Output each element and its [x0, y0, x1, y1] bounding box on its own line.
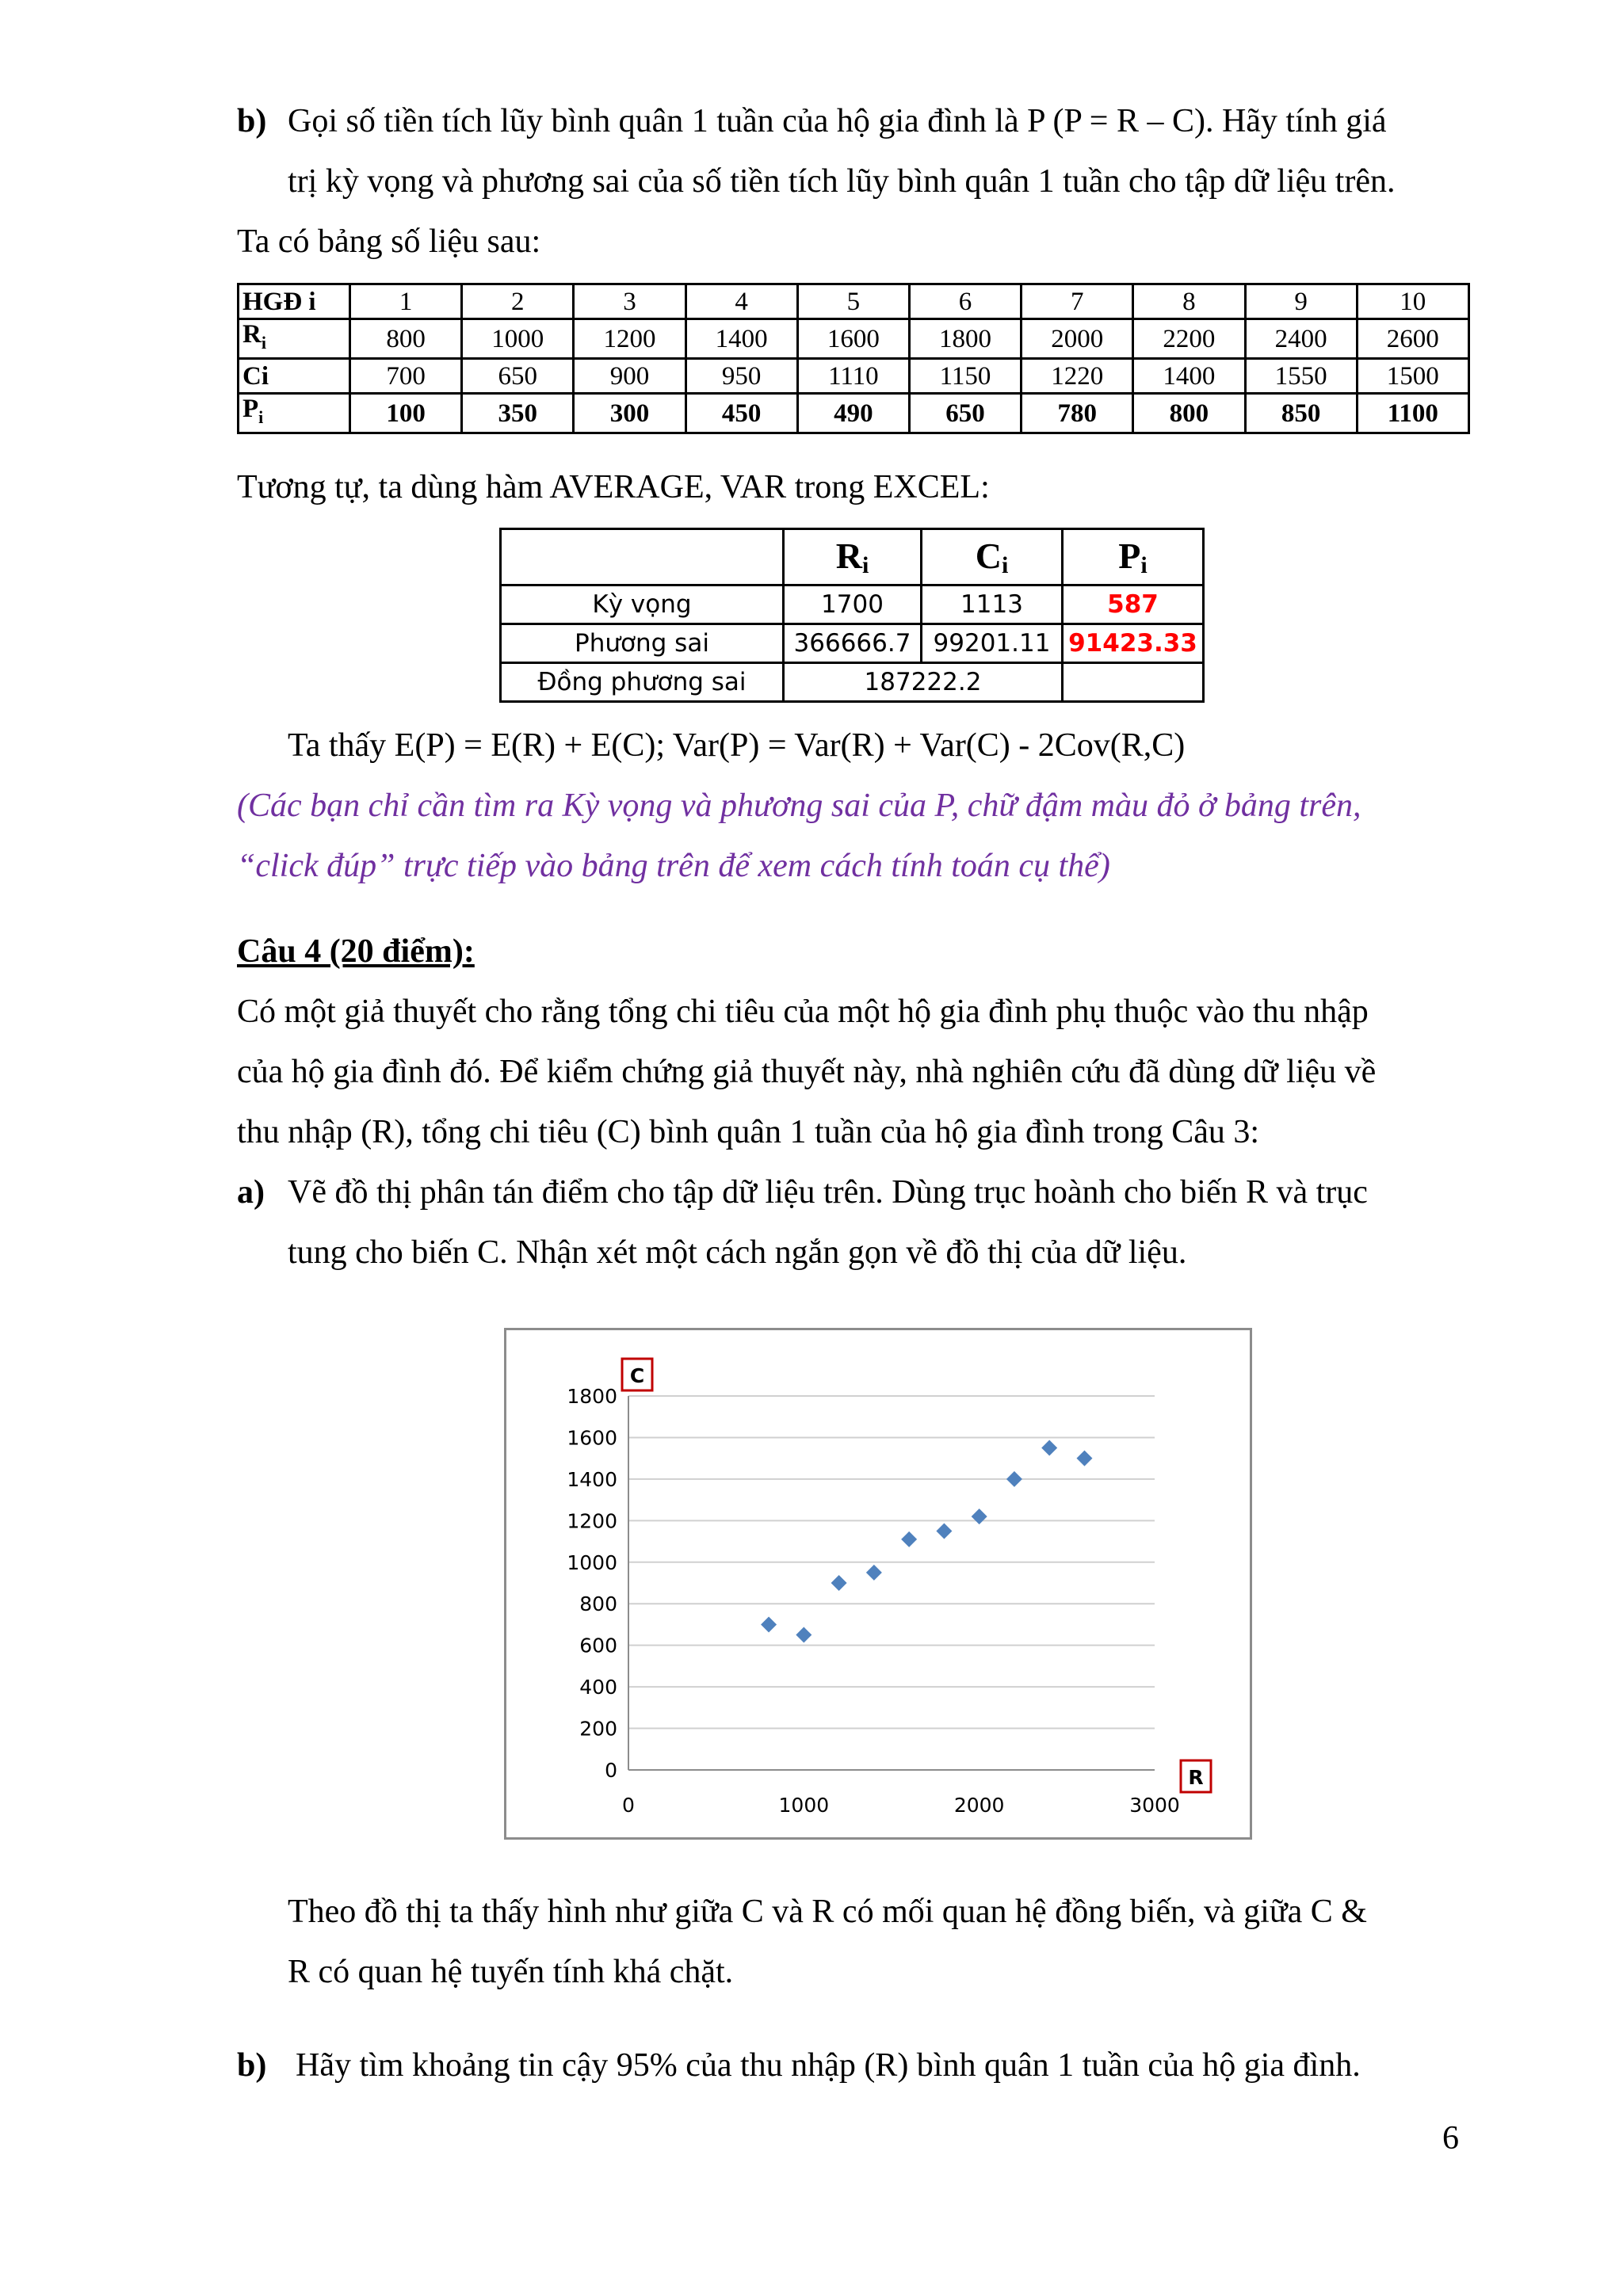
excel-header-row: [501, 529, 1204, 585]
part-b-line2: trị kỳ vọng và phương sai của số tiền tích lũy bình quân 1 tuần cho tập dữ liệu trên.: [288, 163, 1396, 200]
y-tick-label: 1400: [567, 1467, 617, 1491]
cell: 1100: [1357, 394, 1468, 433]
excel-cell-highlight: 91423.33: [1063, 624, 1204, 663]
part-b-label: b): [237, 103, 267, 139]
table-intro: Ta có bảng số liệu sau:: [237, 223, 541, 260]
excel-row-label: Phương sai: [501, 624, 784, 663]
excel-cell-highlight: 587: [1063, 585, 1204, 624]
row-r: [239, 319, 1469, 359]
cell: 780: [1022, 394, 1133, 433]
cell: 1: [350, 284, 462, 319]
cell: 2000: [1022, 319, 1133, 359]
cell: 9: [1245, 284, 1357, 319]
scatter-chart: [504, 1328, 1252, 1840]
excel-header-r: Ri: [784, 529, 922, 585]
excel-cell: 1113: [922, 585, 1063, 624]
data-point: [972, 1508, 987, 1524]
cell: 1110: [797, 359, 909, 394]
cell: 800: [350, 319, 462, 359]
note-line2: “click đúp” trực tiếp vào bảng trên để xem cách tính toán cụ thể): [237, 848, 1110, 884]
data-point: [831, 1575, 847, 1591]
excel-cell: 99201.11: [922, 624, 1063, 663]
q4-line1: Có một giả thuyết cho rằng tổng chi tiêu của một hộ gia đình phụ thuộc vào thu nhập: [237, 994, 1369, 1030]
row-label-p: $P_i$: [239, 394, 350, 433]
cell: 1220: [1022, 359, 1133, 394]
data-point: [796, 1627, 812, 1643]
data-point: [1041, 1440, 1057, 1456]
cell: 650: [462, 359, 574, 394]
part-b2-label: b): [237, 2047, 267, 2084]
conclusion-line1: Theo đồ thị ta thấy hình như giữa C và R có mối quan hệ đồng biến, và giữa C &: [288, 1894, 1367, 1930]
cell: 1500: [1357, 359, 1468, 394]
cell: 450: [685, 394, 797, 433]
cell: 1150: [909, 359, 1021, 394]
scatter-chart-svg: [506, 1330, 1250, 1837]
cell: 1400: [1133, 359, 1245, 394]
cell: 800: [1133, 394, 1245, 433]
data-point: [866, 1565, 882, 1581]
cell: 1550: [1245, 359, 1357, 394]
excel-header-c: Ci: [922, 529, 1063, 585]
data-point: [1006, 1471, 1022, 1487]
excel-row-label: Đồng phương sai: [501, 663, 784, 702]
excel-row-mean: [501, 585, 1204, 624]
q4-line3: thu nhập (R), tổng chi tiêu (C) bình quân 1 tuần của hộ gia đình trong Câu 3:: [237, 1114, 1260, 1150]
y-tick-label: 600: [579, 1634, 617, 1657]
cell: 10: [1357, 284, 1468, 319]
data-point: [1076, 1451, 1092, 1466]
y-axis-label: C: [629, 1364, 645, 1387]
x-tick-label: 1000: [778, 1794, 830, 1817]
excel-cell: 1700: [784, 585, 922, 624]
excel-row-variance: [501, 624, 1204, 663]
part-a-label: a): [237, 1174, 265, 1211]
cell: 3: [574, 284, 685, 319]
cell: 350: [462, 394, 574, 433]
x-tick-label: 0: [622, 1794, 635, 1817]
row-c: [239, 359, 1469, 394]
cell: 700: [350, 359, 462, 394]
conclusion-line2: R có quan hệ tuyến tính khá chặt.: [288, 1954, 734, 1990]
excel-row-label: Kỳ vọng: [501, 585, 784, 624]
cell: 1800: [909, 319, 1021, 359]
part-b2-line: b) Hãy tìm khoảng tin cậy 95% của thu nhập (R) bình quân 1 tuần của hộ gia đình.: [237, 2044, 1361, 2087]
x-tick-label: 2000: [953, 1794, 1005, 1817]
data-table: [237, 283, 1470, 434]
cell: 950: [685, 359, 797, 394]
cell: 1000: [462, 319, 574, 359]
row-label-hgd: HGĐ i: [239, 284, 350, 319]
data-point: [936, 1523, 952, 1539]
note-line1: (Các bạn chỉ cần tìm ra Kỳ vọng và phương sai của P, chữ đậm màu đỏ ở bảng trên,: [237, 788, 1361, 824]
q4-line2: của hộ gia đình đó. Để kiểm chứng giả thuyết này, nhà nghiên cứu đã dùng dữ liệu về: [237, 1054, 1377, 1090]
excel-summary-table[interactable]: [499, 528, 1205, 703]
excel-intro: Tương tự, ta dùng hàm AVERAGE, VAR trong EXCEL:: [237, 469, 990, 505]
cell: 2: [462, 284, 574, 319]
row-hgd: [239, 284, 1469, 319]
cell: 2400: [1245, 319, 1357, 359]
excel-row-covariance: [501, 663, 1204, 702]
formula-line: Ta thấy E(P) = E(R) + E(C); Var(P) = Var(R) + Var(C) - 2Cov(R,C): [288, 727, 1186, 764]
y-tick-label: 1600: [567, 1426, 617, 1450]
cell: 1600: [797, 319, 909, 359]
excel-cell: 366666.7: [784, 624, 922, 663]
question-4-title: Câu 4 (20 điểm):: [237, 933, 475, 970]
cell: 900: [574, 359, 685, 394]
excel-cell: 187222.2: [784, 663, 1063, 702]
y-tick-label: 0: [605, 1759, 617, 1782]
page-number: 6: [1442, 2120, 1459, 2157]
cell: 1400: [685, 319, 797, 359]
excel-header-p: Pi: [1063, 529, 1204, 585]
cell: 2600: [1357, 319, 1468, 359]
cell: 5: [797, 284, 909, 319]
cell: 2200: [1133, 319, 1245, 359]
cell: 6: [909, 284, 1021, 319]
y-tick-label: 1800: [567, 1385, 617, 1408]
cell: 4: [685, 284, 797, 319]
row-label-r: $R_i$: [239, 319, 350, 359]
data-point: [761, 1616, 777, 1632]
y-tick-label: 200: [579, 1717, 617, 1741]
cell: 7: [1022, 284, 1133, 319]
data-point: [901, 1531, 917, 1547]
y-tick-label: 800: [579, 1592, 617, 1616]
cell: 1200: [574, 319, 685, 359]
row-p: [239, 394, 1469, 433]
part-a-line2: tung cho biến C. Nhận xét một cách ngắn gọn về đồ thị của dữ liệu.: [288, 1234, 1187, 1271]
part-a-line1: a) Vẽ đồ thị phân tán điểm cho tập dữ liệu trên. Dùng trục hoành cho biến R và trục: [237, 1171, 1368, 1214]
x-axis-label: R: [1188, 1766, 1204, 1789]
cell: 100: [350, 394, 462, 433]
row-label-c: Ci: [239, 359, 350, 394]
cell: 300: [574, 394, 685, 433]
part-b-line1: b) Gọi số tiền tích lũy bình quân 1 tuần của hộ gia đình là P (P = R – C). Hãy tính giá: [237, 100, 1387, 143]
cell: 650: [909, 394, 1021, 433]
excel-empty-cell: [1063, 663, 1204, 702]
y-tick-label: 1000: [567, 1550, 617, 1574]
cell: 8: [1133, 284, 1245, 319]
y-tick-label: 400: [579, 1676, 617, 1699]
excel-empty-header: [501, 529, 784, 585]
cell: 490: [797, 394, 909, 433]
cell: 850: [1245, 394, 1357, 433]
x-tick-label: 3000: [1129, 1794, 1180, 1817]
y-tick-label: 1200: [567, 1509, 617, 1533]
